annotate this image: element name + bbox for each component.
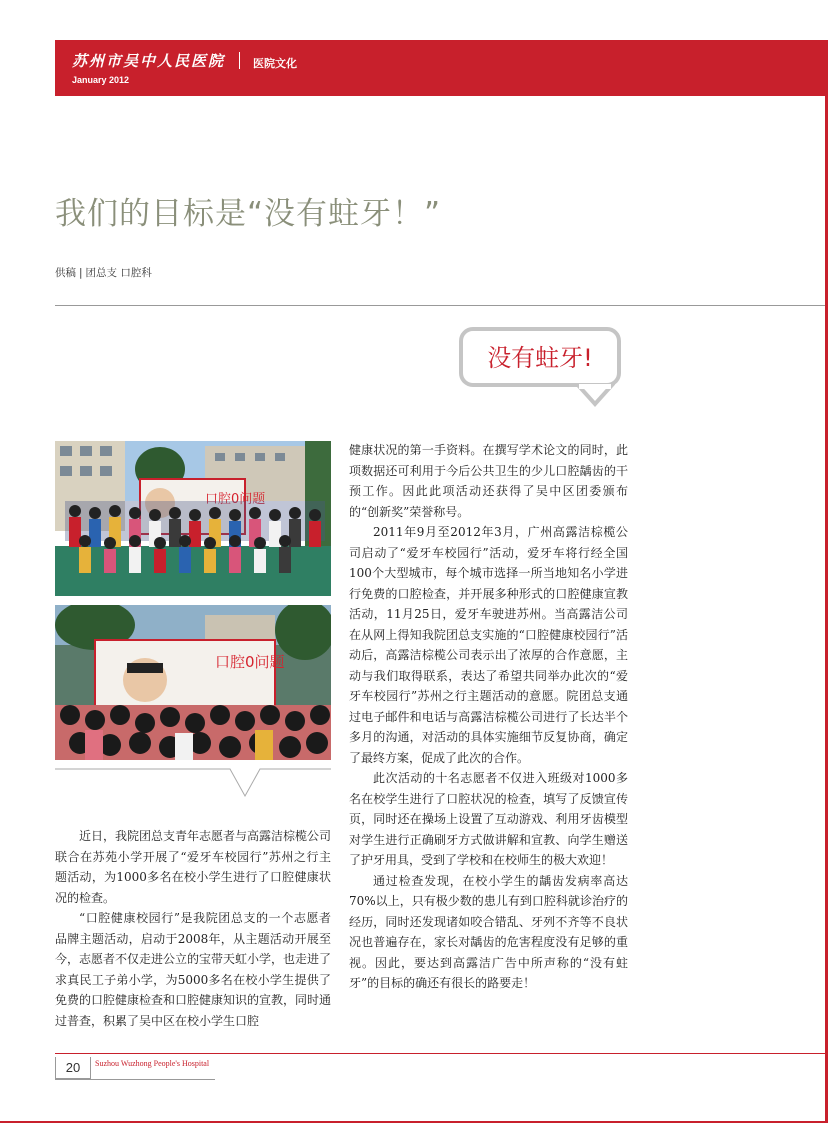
byline-label: 供稿: [55, 267, 76, 279]
footer-underline: [55, 1079, 215, 1080]
banner-text: 口腔0问题: [215, 653, 285, 671]
header-rule: [55, 305, 828, 306]
body-paragraph: 近日，我院团总支青年志愿者与高露洁棕榄公司联合在苏苑小学开展了“爱牙车校园行”苏州之行主题活动，为1000多名在校小学生进行了口腔健康状况的检查。: [55, 829, 332, 905]
footer-rule: [55, 1053, 828, 1054]
header-divider: [239, 52, 240, 69]
body-paragraph: 通过检查发现，在校小学生的龋齿发病率高达70%以上，只有极少数的患儿有到口腔科就诊治疗的经历，同时还发现诸如咬合错乱、牙列不齐等不良状况也普遍存在，家长对龋齿的危害程度没有足够的重视。因此，要达到高露洁广告中所声称的“没有蛀牙”的目标的确还有很长的路要走！: [349, 873, 628, 990]
body-paragraph-continued: 健康状况的第一手资料。在撰写学术论文的同时，此项数据还可利用于今后公共卫生的少儿口腔龋齿的干预工作。因此此项活动还获得了吴中区团委颁布的“创新奖”荣誉称号。: [349, 443, 628, 519]
hospital-logo-text: 苏州市吴中人民医院: [72, 52, 226, 70]
byline-separator: |: [79, 267, 83, 279]
body-paragraph: 此次活动的十名志愿者不仅进入班级对1000多名在校学生进行了口腔状况的检查，填写了反馈宣传页，同时还在操场上设置了互动游戏、利用牙齿模型对学生进行正确刷牙方式做讲解和宣教、向学生赠送了护牙用具，受到了学校和在校师生的极大欢迎！: [349, 771, 628, 867]
body-paragraph: “口腔健康校园行”是我院团总支的一个志愿者品牌主题活动，启动于2008年，从主题活动开展至今，志愿者不仅走进公立的宝带天虹小学，也走进了求真民工子弟小学，为5000多名在校小学生提供了免费的口腔健康检查和口腔健康知识的宣教，同时通过普查，积累了吴中区在校小学生口腔: [55, 911, 332, 1028]
photo-caption-pointer-icon: [55, 768, 331, 798]
event-photo-group: [55, 441, 331, 596]
issue-date: January 2012: [72, 75, 130, 85]
speech-bubble-tail-icon: [575, 384, 615, 408]
byline: [55, 265, 152, 280]
bubble-text: 没有蛀牙!: [487, 344, 593, 372]
page-number: 20: [55, 1057, 91, 1079]
byline-source: 团总支 口腔科: [85, 267, 152, 279]
event-photo-crowd: [55, 605, 331, 760]
footer-hospital-name: Suzhou Wuzhong People's Hospital: [95, 1059, 210, 1068]
body-paragraph: 2011年9月至2012年3月，广州高露洁棕榄公司启动了“爱牙车校园行”活动，爱牙车将行经全国100个大型城市，每个城市选择一所当地知名小学进行免费的口腔检查，并开展多种形式的口腔健康宣教活动，11月25日，爱牙车驶进苏州。当高露洁公司在从网上得知我院团总支实施的“口腔健康校园行”活动后，高露洁棕榄公司表示出了浓厚的合作意愿，主动与我们取得联系，表达了希望共同举办此次的“爱牙车校园行”苏州之行主题活动的意愿。院团总支通过电子邮件和电话与高露洁棕榄公司进行了长达半个多月的沟通，对活动的具体实施细节反复协商，确定了最终方案，促成了此次的合作。: [349, 525, 628, 765]
article-title: 我们的目标是“没有蛀牙！”: [55, 196, 442, 232]
article-body-left: [55, 826, 331, 1031]
section-label: 医院文化: [253, 57, 297, 70]
banner-text: 口腔0问题: [205, 492, 266, 507]
article-body-right: [349, 440, 628, 994]
